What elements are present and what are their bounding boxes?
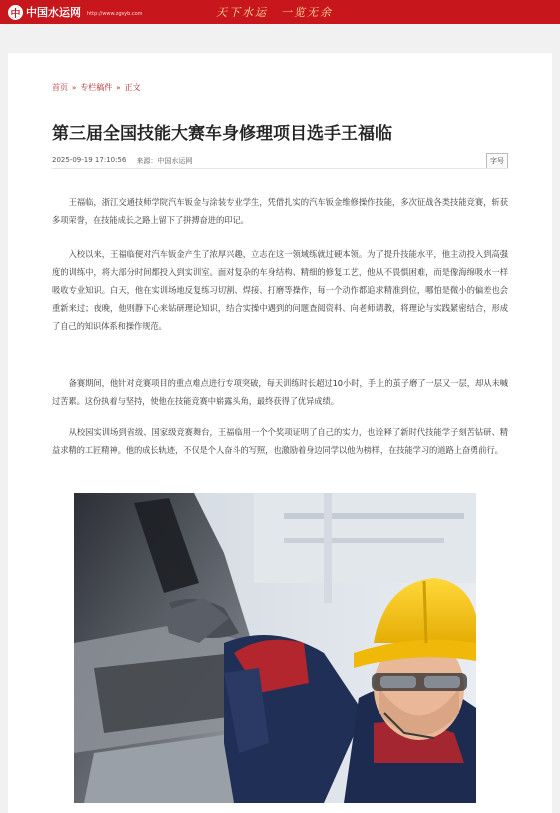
welder-photo	[74, 493, 476, 803]
breadcrumb-separator: »	[116, 83, 121, 92]
site-logo[interactable]	[8, 4, 143, 20]
article-photo	[74, 493, 476, 803]
site-slogan: 天下水运 一览无余	[216, 6, 333, 19]
font-size-button[interactable]: 字号	[486, 153, 508, 169]
breadcrumb-separator: »	[72, 83, 77, 92]
site-header	[0, 0, 560, 24]
article-meta	[52, 156, 192, 166]
breadcrumb-current[interactable]: 正文	[124, 83, 141, 92]
logo-text: 中国水运网	[26, 6, 81, 19]
breadcrumb-column[interactable]: 专栏稿件	[80, 83, 113, 92]
article-paragraph: 备赛期间，他针对竞赛项目的重点难点进行专项突破，每天训练时长超过10小时，手上的茧子磨了一层又一层，却从未喊过苦累。这份执着与坚持，使他在技能竞赛中崭露头角，最终获得了优异成绩。	[52, 378, 508, 406]
article-paragraph: 王福临，浙江交通技师学院汽车钣金与涂装专业学生，凭借扎实的汽车钣金维修操作技能，多次征战各类技能竞赛，斩获多项荣誉，在技能成长之路上留下了拼搏奋进的印记。	[52, 197, 508, 225]
logo-mark-icon: 中	[8, 5, 23, 20]
article-paragraph: 入校以来，王福临便对汽车钣金产生了浓厚兴趣，立志在这一领域练就过硬本领。为了提升技能水平，他主动投入到高强度的训练中，将大部分时间都投入到实训室。面对复杂的车身结构、精细的修复工艺，他从不畏惧困难，而是像海绵吸水一样吸收专业知识。白天，他在实训场地反复练习切割、焊接、打磨等操作，每一个动作都追求精准到位，哪怕是微小的偏差也会重新来过；夜晚，他则静下心来钻研理论知识，结合实操中遇到的问题查阅资料、向老师请教，将理论与实践紧密结合，形成了自己的知识体系和操作规范。	[52, 249, 508, 331]
meta-divider	[52, 168, 508, 169]
article-paragraph: 从校园实训场到省级、国家级竞赛舞台，王福临用一个个奖项证明了自己的实力，也诠释了新时代技能学子刻苦钻研、精益求精的工匠精神。他的成长轨迹，不仅是个人奋斗的写照，也激励着身边同学以他为榜样，在技能学习的道路上奋勇前行。	[52, 427, 508, 455]
article-title: 第三届全国技能大赛车身修理项目选手王福临	[52, 124, 392, 144]
breadcrumb-home[interactable]: 首页	[52, 83, 68, 92]
article-date: 2025-09-19 17:10:56	[52, 156, 127, 164]
article-card	[8, 53, 552, 813]
logo-url: http://www.zgsyb.com	[87, 10, 143, 17]
article-source: 来源：中国水运网	[136, 157, 193, 165]
breadcrumb	[52, 82, 141, 93]
